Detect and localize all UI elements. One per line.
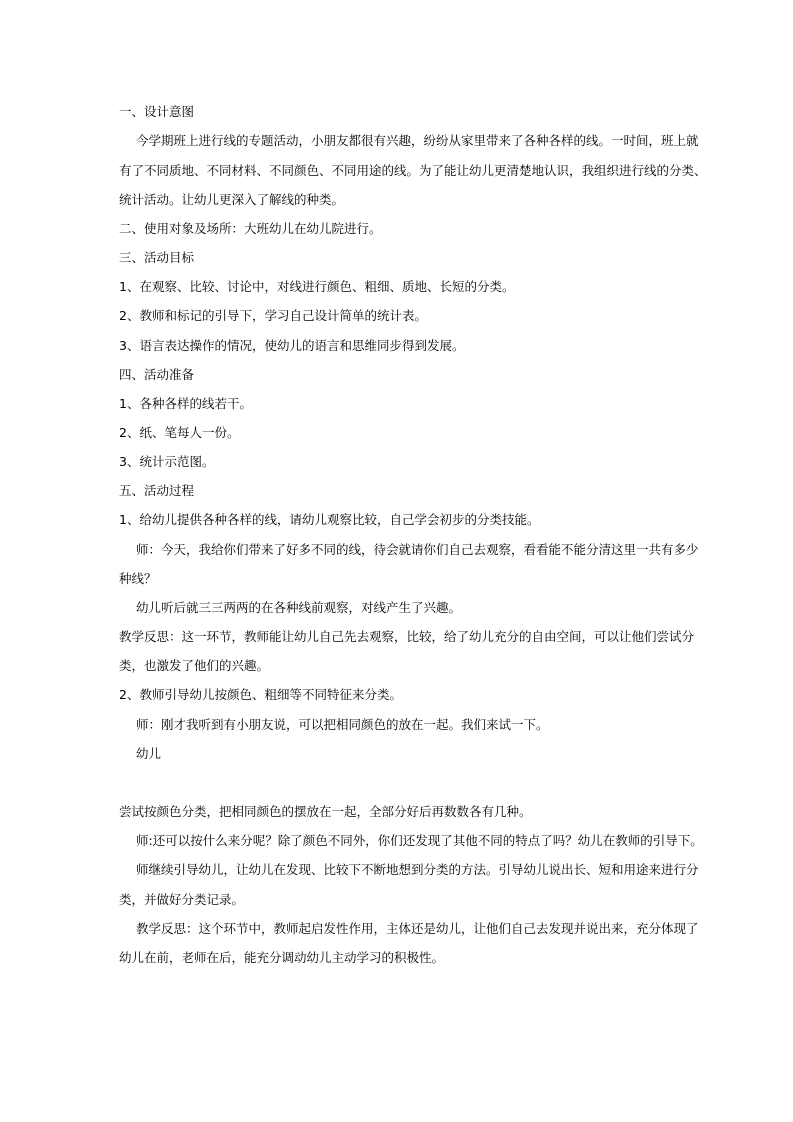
section-heading-preparation: 四、活动准备 (119, 367, 195, 382)
paragraph-line: 统计活动。让幼儿更深入了解线的种类。 (119, 192, 345, 207)
teaching-reflection: 幼儿在前，老师在后，能充分调动幼儿主动学习的积极性。 (119, 950, 445, 965)
section-heading-process: 五、活动过程 (119, 483, 195, 498)
preparation-item: 3、统计示范图。 (119, 454, 215, 469)
paragraph-line: 今学期班上进行线的专题活动，小朋友都很有兴趣，纷纷从家里带来了各种各样的线。一时间，班上就 (136, 133, 699, 148)
preparation-item: 2、纸、笔每人一份。 (119, 425, 240, 440)
paragraph-line: 类，并做好分类记录。 (119, 892, 245, 907)
teaching-reflection: 教学反思：这个环节中，教师起启发性作用，主体还是幼儿，让他们自己去发现并说出来，充分体现了 (136, 921, 699, 936)
section-heading-target-audience: 二、使用对象及场所：大班幼儿在幼儿院进行。 (119, 221, 382, 236)
section-heading-design-intent: 一、设计意图 (119, 104, 195, 119)
paragraph-line: 师继续引导幼儿，让幼儿在发现、比较下不断地想到分类的方法。引导幼儿说出长、短和用途来进行分 (136, 862, 699, 877)
teacher-dialogue: 师:还可以按什么来分呢？除了颜色不同外，你们还发现了其他不同的特点了吗？幼儿在教师的引导下。 (136, 833, 703, 848)
teacher-dialogue: 师：刚才我听到有小朋友说，可以把相同颜色的放在一起。我们来试一下。 (136, 717, 549, 732)
goal-item: 2、教师和标记的引导下，学习自己设计简单的统计表。 (119, 308, 427, 323)
process-step: 2、教师引导幼儿按颜色、粗细等不同特征来分类。 (119, 687, 402, 702)
teacher-dialogue: 种线？ (119, 571, 157, 586)
teaching-reflection: 教学反思：这一环节，教师能让幼儿自己先去观察，比较，给了幼儿充分的自由空间，可以让他们尝试分 (119, 629, 695, 644)
goal-item: 1、在观察、比较、讨论中，对线进行颜色、粗细、质地、长短的分类。 (119, 279, 515, 294)
teacher-dialogue: 师：今天，我给你们带来了好多不同的线，待会就请你们自己去观察，看看能不能分清这里一共有多少 (136, 542, 699, 557)
child-response: 幼儿听后就三三两两的在各种线前观察，对线产生了兴趣。 (136, 600, 462, 615)
preparation-item: 1、各种各样的线若干。 (119, 396, 252, 411)
process-step: 1、给幼儿提供各种各样的线，请幼儿观察比较，自己学会初步的分类技能。 (119, 512, 540, 527)
paragraph-line: 尝试按颜色分类，把相同颜色的摆放在一起，全部分好后再数数各有几种。 (119, 804, 532, 819)
teaching-reflection: 类，也激发了他们的兴趣。 (119, 658, 270, 673)
section-heading-goals: 三、活动目标 (119, 250, 195, 265)
goal-item: 3、语言表达操作的情况，使幼儿的语言和思维同步得到发展。 (119, 338, 465, 353)
paragraph-line: 有了不同质地、不同材料、不同颜色、不同用途的线。为了能让幼儿更清楚地认识，我组织进行线的分类、 (119, 163, 707, 178)
child-response: 幼儿 (136, 746, 162, 761)
